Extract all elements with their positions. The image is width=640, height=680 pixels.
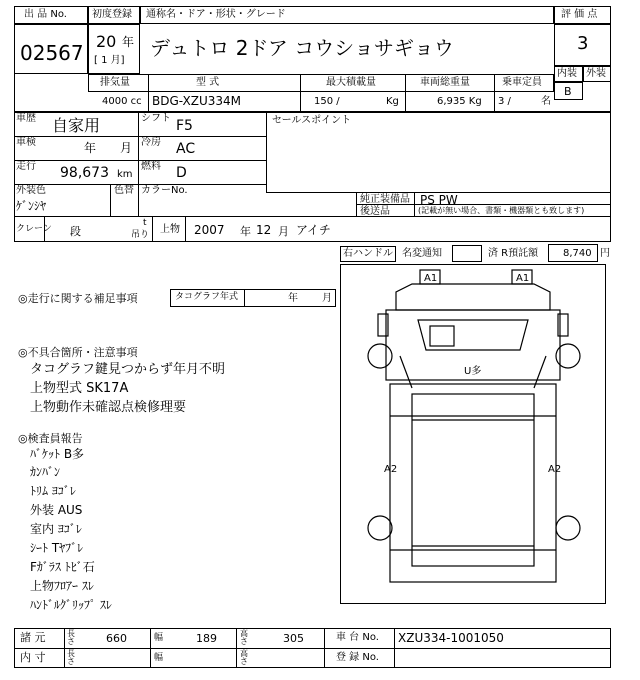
body-maker: アイチ <box>296 223 331 237</box>
inspect-year-unit: 年 <box>84 141 97 155</box>
maxload-label: 最大積載量 <box>326 77 376 88</box>
first-reg-label: 初度登録 <box>92 9 132 20</box>
exterior-label: 外装 <box>586 68 606 79</box>
recycle-unit: 円 <box>600 248 610 259</box>
defect-line-2: 上物型式 SK17A <box>30 381 129 396</box>
crane-hook-label: 吊り <box>131 230 150 240</box>
fuel-value: D <box>176 165 187 181</box>
wheel-rear-left <box>368 516 392 540</box>
defect-title: ◎不具合箇所・注意事項 <box>18 346 138 359</box>
cab-outline <box>396 284 550 310</box>
mileage-value: 98,673 <box>60 165 109 181</box>
interior-grade: B <box>564 85 572 98</box>
capacity: 3 / <box>498 96 511 107</box>
equip-value: PS PW <box>420 193 458 207</box>
mileage-label: 走行 <box>16 161 36 172</box>
crane-label: クレーン <box>16 224 52 234</box>
dims-label: 諸 元 <box>20 631 46 644</box>
score-label: 評 価 点 <box>561 9 598 20</box>
report-line-7: Fｶﾞﾗｽ ﾄﾋﾞ石 <box>30 560 95 574</box>
body-year-unit: 年 <box>240 225 251 238</box>
color-value: ｹﾞﾝｼﾔ <box>16 199 47 213</box>
wheel-front-left <box>368 344 392 368</box>
height-value: 305 <box>283 632 304 645</box>
fuel-label: 燃料 <box>141 161 161 172</box>
defect-line-3: 上物動作未確認点検修理要 <box>30 400 187 415</box>
tacho-year-unit: 年 <box>288 293 298 304</box>
shift-label: シフト <box>141 113 171 124</box>
spec-label-row <box>88 74 554 92</box>
retro-label: 後送品 <box>360 206 390 217</box>
report-title: ◎検査員報告 <box>18 432 83 445</box>
lot-label: 出 品 No. <box>24 9 67 20</box>
wheel-rear-right <box>556 516 580 540</box>
lot-number: 02567 <box>20 41 84 65</box>
length-value: 660 <box>106 632 127 645</box>
recycle-value: 8,740 <box>563 248 592 259</box>
body-label: 上物 <box>160 224 180 235</box>
reg-year: 20 <box>96 32 117 51</box>
displacement: 4000 cc <box>102 96 142 107</box>
width-label: 幅 <box>154 633 164 643</box>
sales-point-label: セールスポイント <box>272 115 352 126</box>
color-code-label: カラーNo. <box>141 185 188 196</box>
model-label: 型 式 <box>196 77 220 88</box>
color-label: 外装色 <box>16 185 46 196</box>
reg-no-label: 登 録 No. <box>336 652 379 663</box>
reg-month: [ 1 月] <box>94 55 125 66</box>
mileage-unit: km <box>117 169 133 180</box>
disp-label: 排気量 <box>100 77 130 88</box>
body-month: 12 <box>256 223 272 237</box>
length-label: 長さ <box>67 629 75 646</box>
tag-a1-right: A1 <box>516 273 530 284</box>
body-month-unit: 月 <box>278 225 289 238</box>
steering <box>430 326 454 346</box>
max-load-unit: Kg <box>386 96 399 107</box>
crane-stage-unit: 段 <box>70 225 81 238</box>
report-line-6: ｼｰﾄ Tﾔﾌﾞﾚ <box>30 541 84 555</box>
inspect-month-unit: 月 <box>120 141 133 155</box>
body-year: 2007 <box>194 223 225 237</box>
shift-value: F5 <box>176 118 193 134</box>
equip-label: 純正装備品 <box>360 194 410 205</box>
history-value: 自家用 <box>52 116 101 135</box>
capacity-label: 乗車定員 <box>502 77 542 88</box>
gross-weight: 6,935 Kg <box>437 96 482 107</box>
rh-label: 右ハンドル <box>343 248 393 259</box>
car-name: デュトロ 2ドア コウショサギョウ <box>150 36 454 60</box>
recycle-label: 済 R預託額 <box>488 248 539 259</box>
name-label: 通称名・ドア・形状・グレード <box>146 9 286 20</box>
reg-year-unit: 年 <box>122 35 135 49</box>
report-line-9: ﾊﾝﾄﾞﾙｸﾞﾘｯﾌﾟ ｽﾚ <box>30 598 112 612</box>
report-line-8: 上物ﾌﾛｱｰ ｽﾚ <box>30 579 94 593</box>
report-line-5: 室内 ﾖｺﾞﾚ <box>30 522 82 536</box>
tag-a2-right: A2 <box>548 464 562 475</box>
inner-length-label: 長さ <box>67 649 75 666</box>
name-change-box <box>452 245 482 262</box>
report-line-1: ﾊﾞｹｯﾄ B多 <box>30 447 85 461</box>
tag-a2-left: A2 <box>384 464 398 475</box>
aircon-label: 冷房 <box>141 137 161 148</box>
crane-ton-unit: t <box>143 218 147 228</box>
model-code: BDG-XZU334M <box>152 94 241 108</box>
defect-line-1: タコグラフ鍵見つからず年月不明 <box>30 362 226 377</box>
truck-diagram <box>340 264 606 604</box>
report-line-3: ﾄﾘﾑ ﾖｺﾞﾚ <box>30 484 76 498</box>
tacho-label: タコグラフ年式 <box>175 292 239 302</box>
interior-label: 内装 <box>557 68 577 79</box>
inner-dims-label: 内 寸 <box>20 651 46 664</box>
max-load: 150 / <box>314 96 340 107</box>
width-value: 189 <box>196 632 217 645</box>
gross-label: 車両総重量 <box>420 77 470 88</box>
chassis-label: 車 台 No. <box>336 632 379 643</box>
tacho-month-unit: 月 <box>322 293 332 304</box>
bed-outer <box>390 384 556 582</box>
tag-u-many: U多 <box>464 366 482 377</box>
color-change-label: 色替 <box>114 185 134 196</box>
aircon-value: AC <box>176 141 196 157</box>
inner-height-label: 高さ <box>240 649 248 666</box>
score-value: 3 <box>577 33 589 54</box>
chassis-value: XZU334-1001050 <box>398 631 504 645</box>
height-label: 高さ <box>240 629 248 646</box>
report-line-4: 外装 AUS <box>30 503 83 517</box>
inner-width-label: 幅 <box>154 653 164 663</box>
retro-note: (記載が無い場合、書類・機器類とも致します) <box>418 206 585 215</box>
inspect-label: 車検 <box>16 137 36 148</box>
history-label: 車歴 <box>16 113 36 124</box>
capacity-unit: 名 <box>541 96 551 107</box>
supplement-title: ◎走行に関する補足事項 <box>18 292 138 305</box>
report-line-2: ｶﾝﾊﾞﾝ <box>30 465 61 479</box>
name-change-label: 名変通知 <box>402 248 442 259</box>
tag-a1-left: A1 <box>424 273 438 284</box>
